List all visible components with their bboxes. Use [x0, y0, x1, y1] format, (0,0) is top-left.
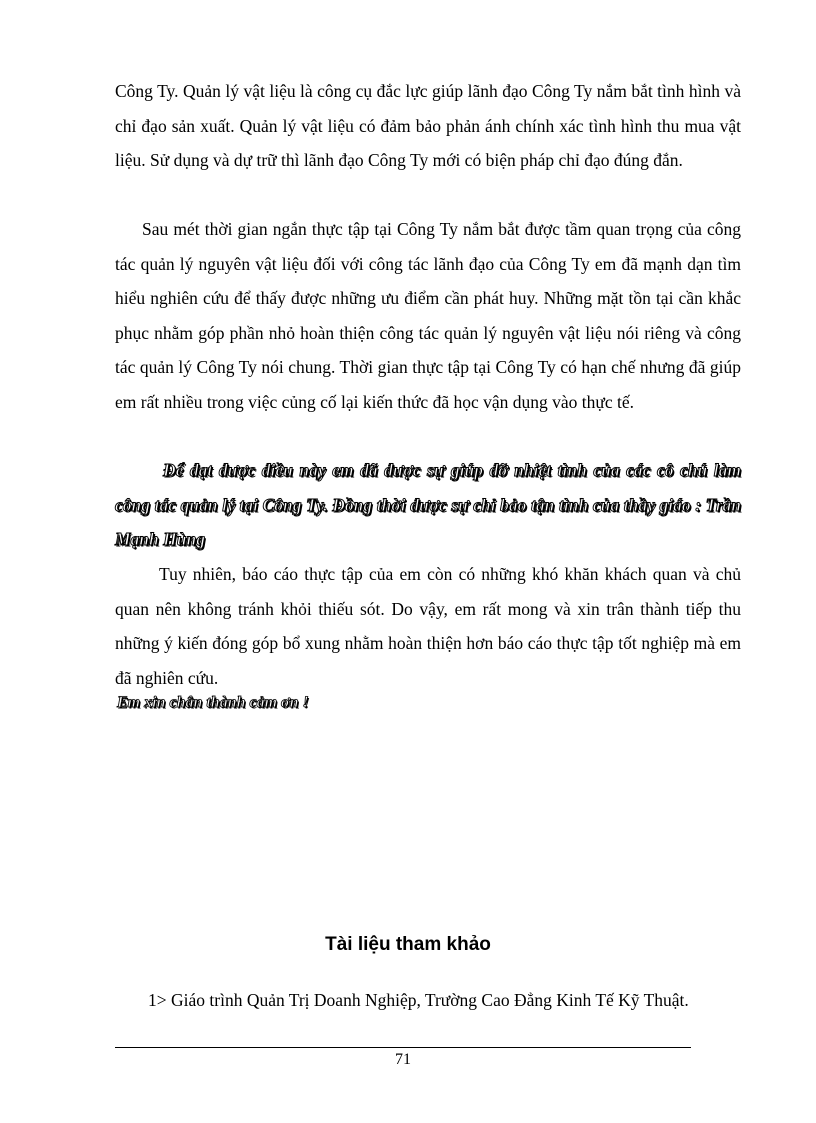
- body-paragraph-4: Tuy nhiên, báo cáo thực tập của em còn có những khó khăn khách quan và chủ quan nên không tránh khỏi thiếu sót. Do vậy, em rất mong và xin trân thành tiếp thu những ý kiến đóng góp bổ xung nhằm hoàn thiện hơn báo cáo thực tập tốt nghiệp mà em đã nghiên cứu.: [115, 564, 741, 688]
- footer-divider: [115, 1047, 691, 1048]
- closing-thanks: Em xin chân thành cảm ơn !: [117, 694, 309, 711]
- body-paragraph-2: Sau mét thời gian ngắn thực tập tại Công Ty nắm bắt được tầm quan trọng của công tác quản lý nguyên vật liệu đối với công tác lãnh đạo của Công Ty em đã mạnh dạn tìm hiểu nghiên cứu để thấy được những ưu điểm cần phát huy. Những mặt tồn tại cần khắc phục nhằm góp phần nhỏ hoàn thiện công tác quản lý nguyên vật liệu nói riêng và công tác quản lý Công Ty nói chung. Thời gian thực tập tại Công Ty có hạn chế nhưng đã giúp em rất nhiều trong việc củng cố lại kiến thức đã học vận dụng vào thực tế.: [115, 219, 741, 412]
- reference-item: 1> Giáo trình Quản Trị Doanh Nghiệp, Trường Cao Đẳng Kinh Tế Kỹ Thuật.: [148, 990, 689, 1010]
- body-paragraph-1: Công Ty. Quản lý vật liệu là công cụ đắc lực giúp lãnh đạo Công Ty nắm bắt tình hình và chỉ đạo sản xuất. Quản lý vật liệu có đảm bảo phản ánh chính xác tình hình thu mua vật liệu. Sử dụng và dự trữ thì lãnh đạo Công Ty mới có biện pháp chỉ đạo đúng đắn.: [115, 81, 741, 170]
- page-number: 71: [395, 1051, 411, 1068]
- acknowledgement-paragraph: Để đạt được điều này em đã được sự giúp đỡ nhiệt tình của các cô chú làm công tác quản lý tại Công Ty. Đồng thời được sự chỉ bảo tận tình của thầy giáo : Trần Mạnh Hùng: [115, 460, 741, 549]
- references-heading: Tài liệu tham khảo: [325, 934, 491, 955]
